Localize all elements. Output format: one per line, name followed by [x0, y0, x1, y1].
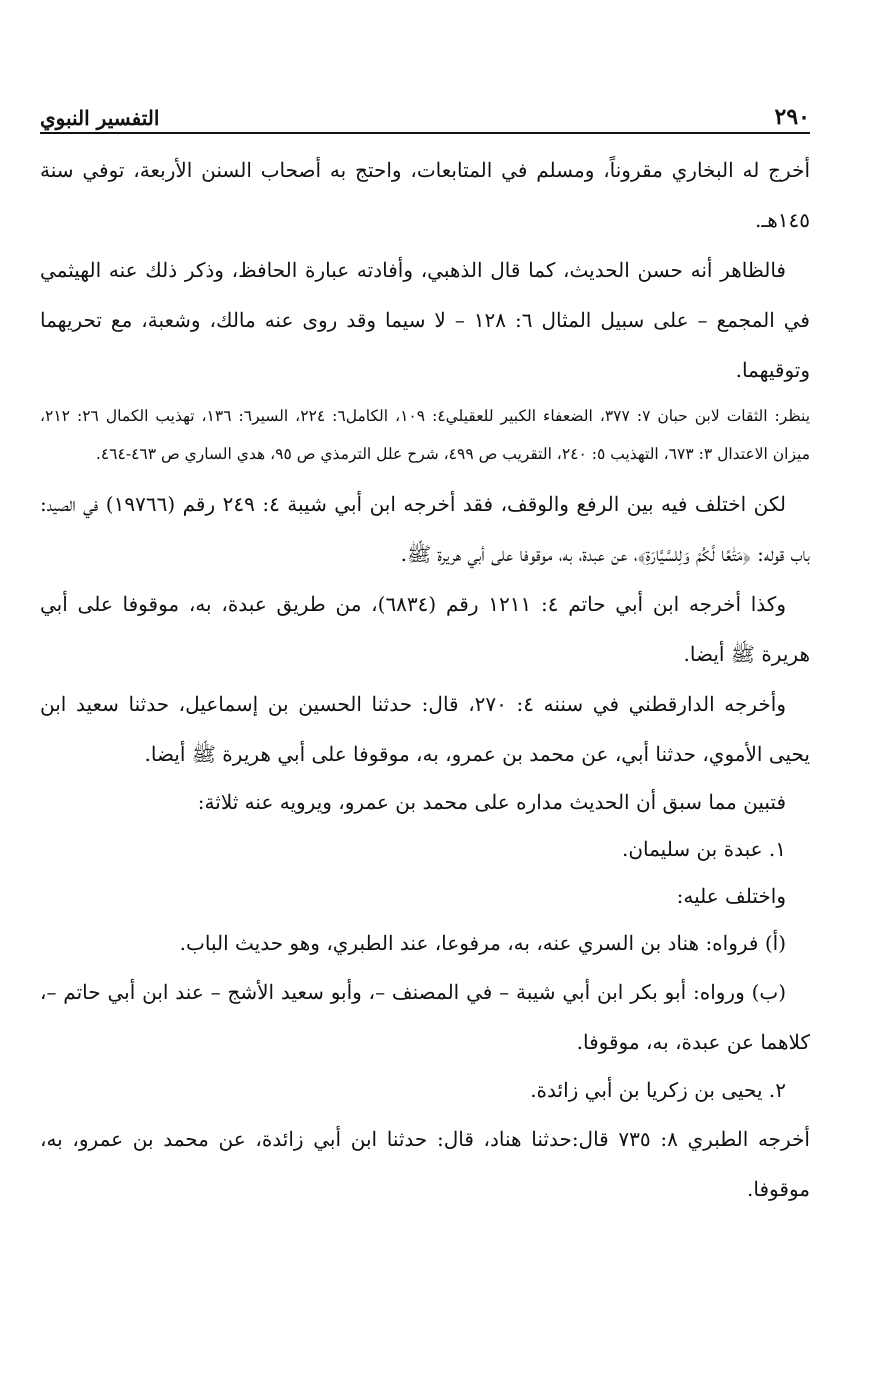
paragraph-hasan-ruling: فالظاهر أنه حسن الحديث، كما قال الذهبي، وأفادته عبارة الحافظ، وذكر ذلك عنه الهيثمي في المجمع – على سبيل المثال ٦: ١٢٨ – لا سيما وقد روى عنه مالك، وشعبة، مع تحريهما وتوقيهما.: [40, 258, 810, 382]
list-item-b: (ب) ورواه: أبو بكر ابن أبي شيبة – في المصنف –، وأبو سعيد الأشج – عند ابن أبي حاتم –، كلاهما عن عبدة، به، موقوفا.: [40, 980, 810, 1054]
paragraph-summary: فتبين مما سبق أن الحديث مداره على محمد بن عمرو، ويرويه عنه ثلاثة:: [197, 790, 786, 814]
footnote-references: ينظر: الثقات لابن حبان ٧: ٣٧٧، الضعفاء الكبير للعقيلي٤: ١٠٩، الكامل٦: ٢٢٤، السير٦: ١٣٦، تهذيب الكمال ٢٦: ٢١٢، ميزان الاعتدال ٣: ٦٧٣، التهذيب ٥: ٢٤٠، التقريب ص ٤٩٩، شرح علل الترمذي ص ٩٥، هدي الساري ص ٤٦٣-٤٦٤.: [40, 407, 811, 463]
page-header: [40, 100, 810, 130]
running-title: التفسير النبوي: [40, 106, 160, 130]
header-rule: [40, 132, 810, 134]
paragraph-narrator-bio: أخرج له البخاري مقروناً، ومسلم في المتابعات، واحتج به أصحاب السنن الأربعة، توفي سنة ١٤٥هـ.: [40, 158, 810, 232]
page-number: ٢٩٠: [774, 104, 810, 130]
paragraph-ibn-abi-hatim: وكذا أخرجه ابن أبي حاتم ٤: ١٢١١ رقم (٦٨٣٤)، من طريق عبدة، به، موقوفا على أبي هريرة ﷺ أيضا.: [40, 592, 810, 666]
paragraph-disagreement: واختلف عليه:: [676, 884, 786, 908]
list-item-a: (أ) فرواه: هناد بن السري عنه، به، مرفوعا، عند الطبري، وهو حديث الباب.: [179, 931, 786, 955]
paragraph-tabari: أخرجه الطبري ٨: ٧٣٥ قال:حدثنا هناد، قال: حدثنا ابن أبي زائدة، عن محمد بن عمرو، به، موقوفا.: [40, 1127, 810, 1201]
page-body: [40, 145, 810, 1214]
paragraph-marfu-mawquf: لكن اختلف فيه بين الرفع والوقف، فقد أخرجه ابن أبي شيبة ٤: ٢٤٩ رقم (١٩٧٦٦) في الصيد: باب قوله: ﴿مَتَٰعًا لَّكُمْ وَلِلسَّيَّارَةِ﴾، عن عبدة، به، موقوفا على أبي هريرة ﷺ.: [40, 492, 810, 566]
paragraph-daraqutni: وأخرجه الدارقطني في سننه ٤: ٢٧٠، قال: حدثنا الحسين بن إسماعيل، حدثنا سعيد ابن يحيى الأموي، حدثنا أبي، عن محمد بن عمرو، به، موقوفا على أبي هريرة ﷺ أيضا.: [40, 692, 810, 766]
list-item-yahya: ٢. يحيى بن زكريا بن أبي زائدة.: [530, 1078, 786, 1102]
list-item-abdah: ١. عبدة بن سليمان.: [621, 837, 786, 861]
